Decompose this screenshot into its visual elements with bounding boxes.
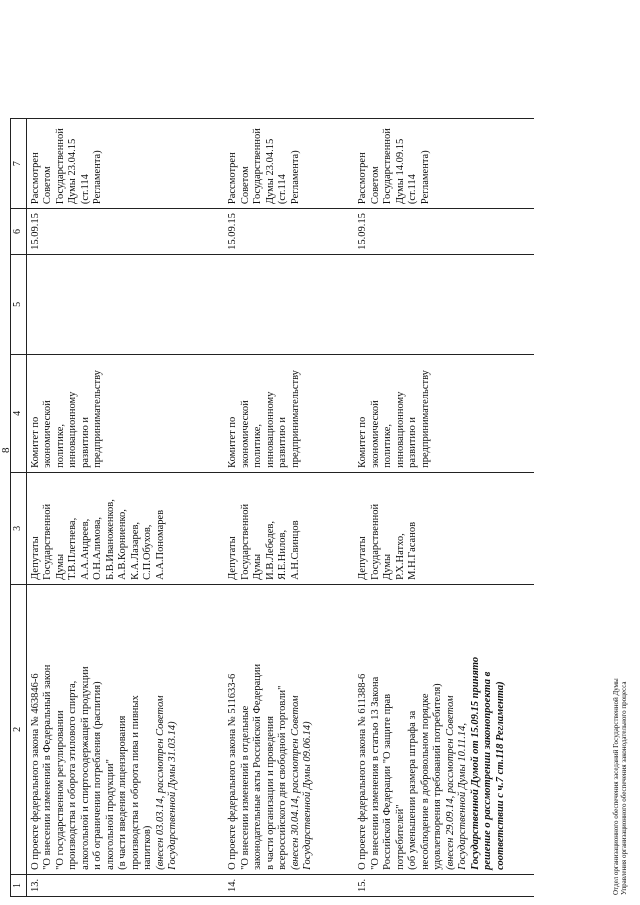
text-line: (в части введения лицензирования (117, 715, 128, 870)
text-line: экономической (42, 400, 53, 468)
text-line: А.А.Пономарев (154, 509, 166, 580)
text-line: экономической (239, 400, 251, 468)
text-line: (внесен 29.09.14, рассмотрен Советом (444, 695, 456, 870)
text-line: напитков) (142, 825, 153, 870)
footer-note (612, 678, 628, 895)
text-line: Государственной (369, 503, 381, 580)
text-line: И.В.Лебедев, (264, 521, 276, 580)
row-number: 13. (26, 874, 224, 896)
text-line: инновационному (67, 391, 78, 468)
text-line: Т.В.Плетнева, (67, 517, 78, 580)
text-line: соответствии с ч.7 ст.118 Регламента) (494, 681, 506, 870)
responsible-committee (354, 354, 534, 472)
text-line: Думы 23.04.15 (264, 138, 276, 205)
text-line: и об ограничении потребления (распития) (92, 681, 103, 870)
text-line: О проекте федерального закона № 463846-6 (29, 673, 41, 870)
row-number: 14. (224, 874, 354, 896)
text-line: Думы 23.04.15 (67, 138, 78, 205)
text-line: предпринимательству (92, 370, 103, 468)
column-5-cell (224, 254, 354, 354)
column-header: 6 (11, 209, 27, 255)
text-line: законодательные акты Российской Федерации (252, 663, 263, 870)
text-line: Рассмотрен (357, 152, 368, 205)
text-line: предпринимательству (289, 370, 301, 468)
text-line: Б.В.Иваноженков, (104, 499, 116, 580)
text-line: развитию и (79, 416, 91, 468)
text-line: развитию и (407, 416, 418, 468)
text-line: Депутаты (29, 536, 41, 580)
text-line: А.В.Корниенко, (117, 509, 128, 580)
page-number: 8 (0, 447, 12, 453)
text-line: Советом (369, 166, 381, 205)
responsible-committee (224, 354, 354, 472)
bill-description (224, 584, 354, 874)
text-line: Государственной (54, 128, 66, 205)
text-line: инновационному (394, 391, 406, 468)
text-line: потребителей" (394, 804, 406, 870)
text-line: А.Н.Свинцов (289, 520, 301, 580)
text-line: Я.Е.Нилов, (277, 529, 288, 580)
text-line: О.Н.Алимова, (92, 517, 103, 580)
text-line: Государственной Думой от 15.09.15 принято (469, 656, 481, 870)
text-line: в части организации и проведения (264, 716, 276, 870)
footer-line: Управления организационного обеспечения законодательного процесса (620, 681, 628, 895)
text-line: Комитет по (29, 416, 41, 468)
text-line: Думы 14.09.15 (394, 138, 406, 205)
text-line: Государственной (239, 503, 251, 580)
text-line: Государственной Думы 09.06.14) (302, 721, 313, 870)
text-line: О проекте федерального закона № 611388-6 (357, 673, 368, 870)
column-header: 4 (11, 354, 27, 472)
review-status (354, 119, 534, 209)
text-line: (внесен 03.03.14, рассмотрен Советом (154, 695, 166, 870)
text-line: всероссийского дня свободной торговли" (277, 685, 288, 870)
text-line: (ст.114 Регламента) (407, 150, 431, 205)
bill-authors (224, 472, 354, 584)
text-line: производства и оборота пива и пивных (129, 695, 141, 870)
text-line: экономической (369, 400, 381, 468)
text-line: Комитет по (227, 416, 238, 468)
text-line: Думы (54, 553, 66, 580)
text-line: Государственной Думы 10.11.14, (457, 723, 468, 870)
responsible-committee (26, 354, 224, 472)
review-status (224, 119, 354, 209)
text-line: политике, (54, 423, 66, 468)
table-row (26, 119, 224, 897)
text-line: Государственной (252, 128, 263, 205)
text-line: (ст.114 Регламента) (79, 150, 103, 205)
text-line: (об уменьшении размера штрафа за (407, 710, 418, 870)
text-line: развитию и (277, 416, 288, 468)
column-header: 2 (11, 584, 27, 874)
review-date: 15.09.15 (26, 209, 224, 255)
text-line: (ст.114 Регламента) (277, 150, 301, 205)
review-date: 15.09.15 (354, 209, 534, 255)
text-line: Российской Федерации "О защите прав (382, 693, 393, 870)
text-line: производства и оборота этилового спирта, (67, 680, 78, 870)
text-line: С.П.Обухов, (142, 524, 153, 580)
text-line: М.Н.Гасанов (407, 521, 418, 580)
bill-authors (26, 472, 224, 584)
row-number: 15. (354, 874, 534, 896)
text-line: Советом (239, 166, 251, 205)
text-line: "О внесении изменения в статью 13 Закона (369, 676, 381, 870)
text-line: несоблюдение в добровольном порядке (419, 693, 431, 870)
footer-line: Отдел организационного обеспечения заседаний Государственной Думы (612, 678, 620, 895)
table-row (224, 119, 354, 897)
text-line: политике, (382, 423, 393, 468)
column-5-cell (26, 254, 224, 354)
text-line: инновационному (264, 391, 276, 468)
text-line: Думы (382, 553, 393, 580)
bill-authors (354, 472, 534, 584)
text-line: алкогольной продукции" (104, 759, 116, 870)
column-header: 1 (11, 874, 27, 896)
text-line: А.А.Андреев, (79, 518, 91, 580)
text-line: Государственной Думы 31.03.14) (167, 721, 178, 870)
agenda-table (10, 118, 534, 897)
column-header: 7 (11, 119, 27, 209)
column-header: 5 (11, 254, 27, 354)
text-line: алкогольной и спиртосодержащей продукции (79, 666, 91, 870)
text-line: политике, (252, 423, 263, 468)
text-line: "О государственном регулировании (54, 710, 66, 870)
review-date: 15.09.15 (224, 209, 354, 255)
text-line: решение о рассмотрении законопроекта в (482, 671, 493, 870)
review-status (26, 119, 224, 209)
text-line: Рассмотрен (227, 152, 238, 205)
text-line: О проекте федерального закона № 511633-6 (227, 673, 238, 870)
text-line: Советом (42, 166, 53, 205)
text-line: Государственной (42, 503, 53, 580)
text-line: "О внесении изменений в отдельные (239, 705, 251, 870)
text-line: Р.Х.Натхо, (394, 533, 406, 580)
text-line: предпринимательству (419, 370, 431, 468)
header-row (11, 119, 27, 897)
text-line: Депутаты (227, 536, 238, 580)
text-line: Депутаты (357, 536, 368, 580)
bill-description (354, 584, 534, 874)
text-line: Думы (252, 553, 263, 580)
text-line: Рассмотрен (29, 152, 41, 205)
text-line: К.А.Лазарев, (129, 521, 141, 580)
column-5-cell (354, 254, 534, 354)
column-header: 3 (11, 472, 27, 584)
text-line: Комитет по (357, 416, 368, 468)
text-line: (внесен 30.04.14, рассмотрен Советом (289, 695, 301, 870)
text-line: Государственной (382, 128, 393, 205)
text-line: "О внесении изменений в Федеральный закон (42, 664, 53, 870)
text-line: удовлетворения требований потребителя) (432, 683, 443, 870)
bill-description (26, 584, 224, 874)
table-row (354, 119, 534, 897)
